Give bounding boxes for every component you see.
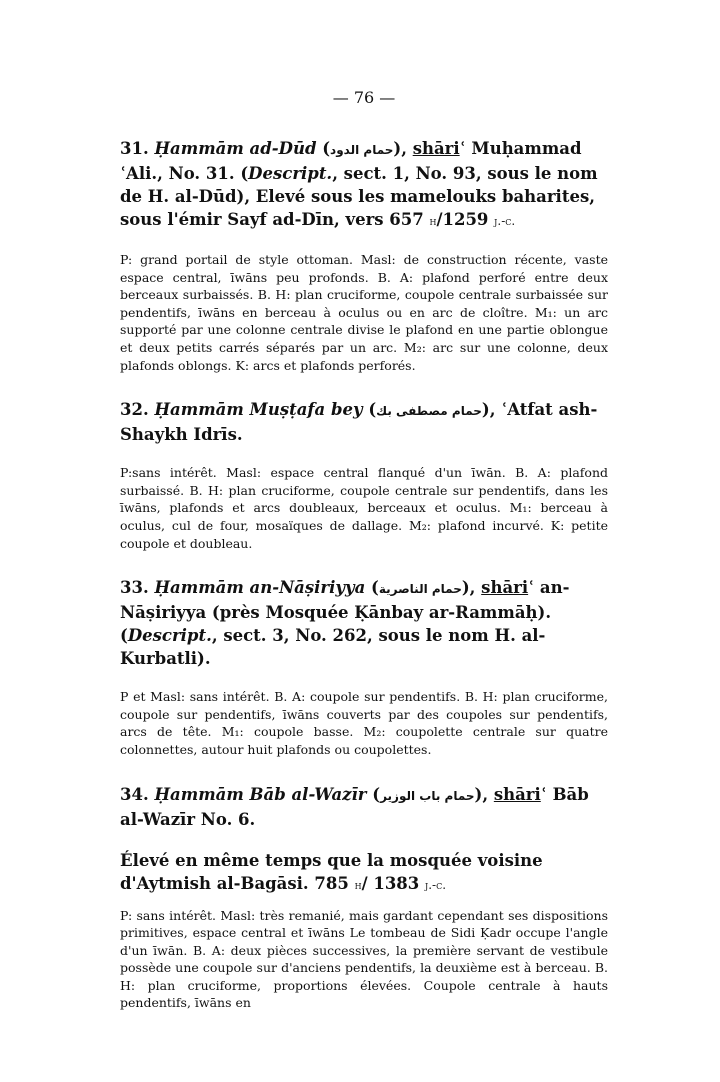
entry-34-heading: 34. Ḥammām Bāb al-Wazīr (حمام باب الوزير), shāriʿ Bāb al-Wazīr No. 6. xyxy=(120,784,589,829)
entry-number: 34. xyxy=(120,784,149,804)
street-prefix: shāri xyxy=(493,784,541,804)
entry-31-body: P: grand portail de style ottoman. Masl: de construction récente, vaste espace central, īwāns peu profonds. B. A: plafond perforé entre deux berceaux surbaissés. B. H: plan cruciforme, coupole centrale surbaissée sur pendentifs, īwāns en berceau à oculus ou en arc de cloître. M₁: un arc supporté par une colonne centrale divise le plafond en une partie oblongue et deux petits carrés séparés par un arc. M₂: arc sur une colonne, deux plafonds oblongs. K: arcs et plafonds perforés. xyxy=(120,252,608,373)
entry-34-body: P: sans intérêt. Masl: très remanié, mais gardant cependant ses dispositions primitives, espace central et īwāns Le tombeau de Sidi Ḳadr occupe l'angle d'un īwān. B. A: deux pièces successives, la première servant de vestibule possède une coupole sur d'anciens pendentifs, la deuxième est à berceau. B. H: plan cruciforme, proportions élevées. Coupole centrale à hauts pendentifs, īwāns en xyxy=(120,907,608,1011)
arabic-name: حمام الدود xyxy=(330,143,394,157)
descript-ref: Descript. xyxy=(248,164,333,183)
entry-34-lede: Élevé en même temps que la mosquée voisine d'Aytmish al-Bagāsi. 785 h/ 1383 j.-c. xyxy=(120,850,543,893)
street-prefix: shāri xyxy=(481,578,529,598)
entry-32-body: P:sans intérêt. Masl: espace central flanqué d'un īwān. B. A: plafond surbaissé. B. H: plan cruciforme, coupole centrale sur pendentifs, dans les īwāns, plafonds et arcs doubleaux, berceaux et oculus. M₁: berceau à oculus, cul de four, mosaïques de dallage. M₂: plafond incurvé. K: petite coupole et doubleau. xyxy=(120,465,608,551)
arabic-name: حمام مصطفى بك xyxy=(376,404,482,419)
page xyxy=(120,88,608,1012)
arabic-name: حمام الناصرية xyxy=(378,582,462,597)
street: ʿ an-Nāṣiriyya (près Mosquée Ḳānbay ar-Rammāḥ). ( xyxy=(120,578,570,646)
street-prefix: shāri xyxy=(412,139,460,158)
entry-31-heading: 31. Ḥammām ad-Dūd (حمام الدود), shāriʿ Muḥammad ʿAli., No. 31. (Descript., sect. 1, No. 93, sous le nom de H. al-Dūd), Elevé sous les mamelouks baharites, sous l'émir Sayf ad-Dīn, vers 657 h/1259 j.-c. xyxy=(120,139,598,229)
entry-title: Ḥammām an-Nāṣiriyya xyxy=(154,578,366,598)
entry-33-heading: 33. Ḥammām an-Nāṣiriyya (حمام الناصرية), shāriʿ an-Nāṣiriyya (près Mosquée Ḳānbay ar-Rammāḥ). (Descript., sect. 3, No. 262, sous le nom H. al-Kurbatli). xyxy=(120,578,570,669)
street: ʿ Bāb al-Wazīr No. 6. xyxy=(120,784,589,829)
page-number: — 76 — xyxy=(332,88,396,107)
street: ʿ Muḥammad ʿAli., No. 31. ( xyxy=(120,139,582,183)
entry-title: Ḥammām Muṣṭafa bey xyxy=(154,400,363,420)
entry-number: 33. xyxy=(120,578,149,598)
entry-number: 31. xyxy=(120,139,149,158)
entry-number: 32. xyxy=(120,400,149,420)
entry-title: Ḥammām ad-Dūd xyxy=(154,139,317,158)
entry-33-body: P et Masl: sans intérêt. B. A: coupole sur pendentifs. B. H: plan cruciforme, coupole sur pendentifs, īwāns couverts par des coupoles sur pendentifs, arcs de tête. M₁: coupole basse. M₂: coupolette centrale sur quatre colonnettes, autour huit plafonds ou coupolettes. xyxy=(120,689,608,757)
entry-title: Ḥammām Bāb al-Wazīr xyxy=(154,784,367,804)
entry-32-heading: 32. Ḥammām Muṣṭafa bey (حمام مصطفى بك), ʿAtfat ash-Shaykh Idrīs. xyxy=(120,400,598,445)
street: ʿAtfat ash-Shaykh Idrīs. xyxy=(120,400,598,445)
arabic-name: حمام باب الوزير xyxy=(380,788,475,803)
descript-ref: Descript. xyxy=(127,626,212,646)
